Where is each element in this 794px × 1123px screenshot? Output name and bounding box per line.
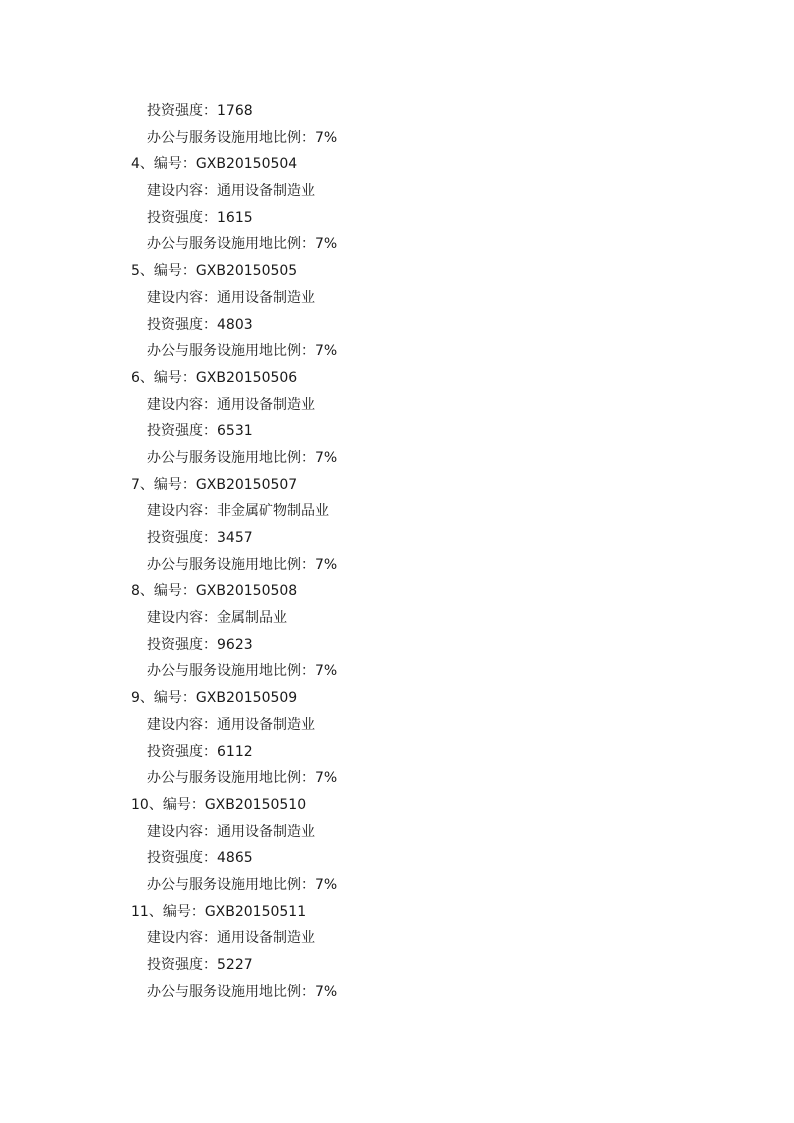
entry-6 xyxy=(131,365,691,472)
entry-heading: 7、编号：GXB20150507 xyxy=(131,476,298,493)
investment-strength-line: 投资强度：1615 xyxy=(147,209,253,226)
office-ratio-line: 办公与服务设施用地比例：7% xyxy=(147,343,338,360)
entry-11 xyxy=(131,899,691,1006)
investment-strength-line: 投资强度：4865 xyxy=(147,850,253,867)
entry-4 xyxy=(131,151,691,258)
construction-content-line: 建设内容：通用设备制造业 xyxy=(147,716,315,733)
office-ratio-line: 办公与服务设施用地比例：7% xyxy=(147,449,338,466)
construction-content-line: 建设内容：通用设备制造业 xyxy=(147,289,315,306)
entry-heading: 5、编号：GXB20150505 xyxy=(131,263,298,280)
investment-strength-line: 投资强度：4803 xyxy=(147,316,253,333)
entry-heading: 11、编号：GXB20150511 xyxy=(131,903,307,920)
investment-strength-line: 投资强度：5227 xyxy=(147,957,253,973)
office-ratio-line: 办公与服务设施用地比例：7% xyxy=(147,983,338,1000)
construction-content-line: 建设内容：通用设备制造业 xyxy=(147,823,315,840)
investment-strength-line: 投资强度：6531 xyxy=(147,423,253,440)
entry-heading: 4、编号：GXB20150504 xyxy=(131,156,298,173)
office-ratio-line: 办公与服务设施用地比例：7% xyxy=(147,129,338,146)
entry-heading: 9、编号：GXB20150509 xyxy=(131,690,298,707)
office-ratio-line: 办公与服务设施用地比例：7% xyxy=(147,663,338,680)
entry-9 xyxy=(131,685,691,792)
investment-strength-line: 投资强度：3457 xyxy=(147,530,253,546)
document-body xyxy=(131,98,691,1005)
entry-10 xyxy=(131,792,691,899)
office-ratio-line: 办公与服务设施用地比例：7% xyxy=(147,236,338,253)
entry-heading: 10、编号：GXB20150510 xyxy=(131,796,307,813)
investment-strength-line: 投资强度：6112 xyxy=(147,743,253,760)
entry-heading: 8、编号：GXB20150508 xyxy=(131,583,298,600)
office-ratio-line: 办公与服务设施用地比例：7% xyxy=(147,770,338,787)
office-ratio-line: 办公与服务设施用地比例：7% xyxy=(147,556,338,573)
construction-content-line: 建设内容：通用设备制造业 xyxy=(147,183,315,200)
construction-content-line: 建设内容：通用设备制造业 xyxy=(147,930,315,947)
construction-content-line: 建设内容：金属制品业 xyxy=(147,610,287,627)
investment-strength-line: 投资强度：9623 xyxy=(147,636,253,653)
entry-8 xyxy=(131,578,691,685)
office-ratio-line: 办公与服务设施用地比例：7% xyxy=(147,876,338,893)
entry-heading: 6、编号：GXB20150506 xyxy=(131,369,298,386)
construction-content-line: 建设内容：通用设备制造业 xyxy=(147,396,315,413)
entry-7 xyxy=(131,472,691,579)
investment-strength-line: 投资强度：1768 xyxy=(147,103,253,119)
entry-5 xyxy=(131,258,691,365)
construction-content-line: 建设内容：非金属矿物制品业 xyxy=(147,503,329,520)
